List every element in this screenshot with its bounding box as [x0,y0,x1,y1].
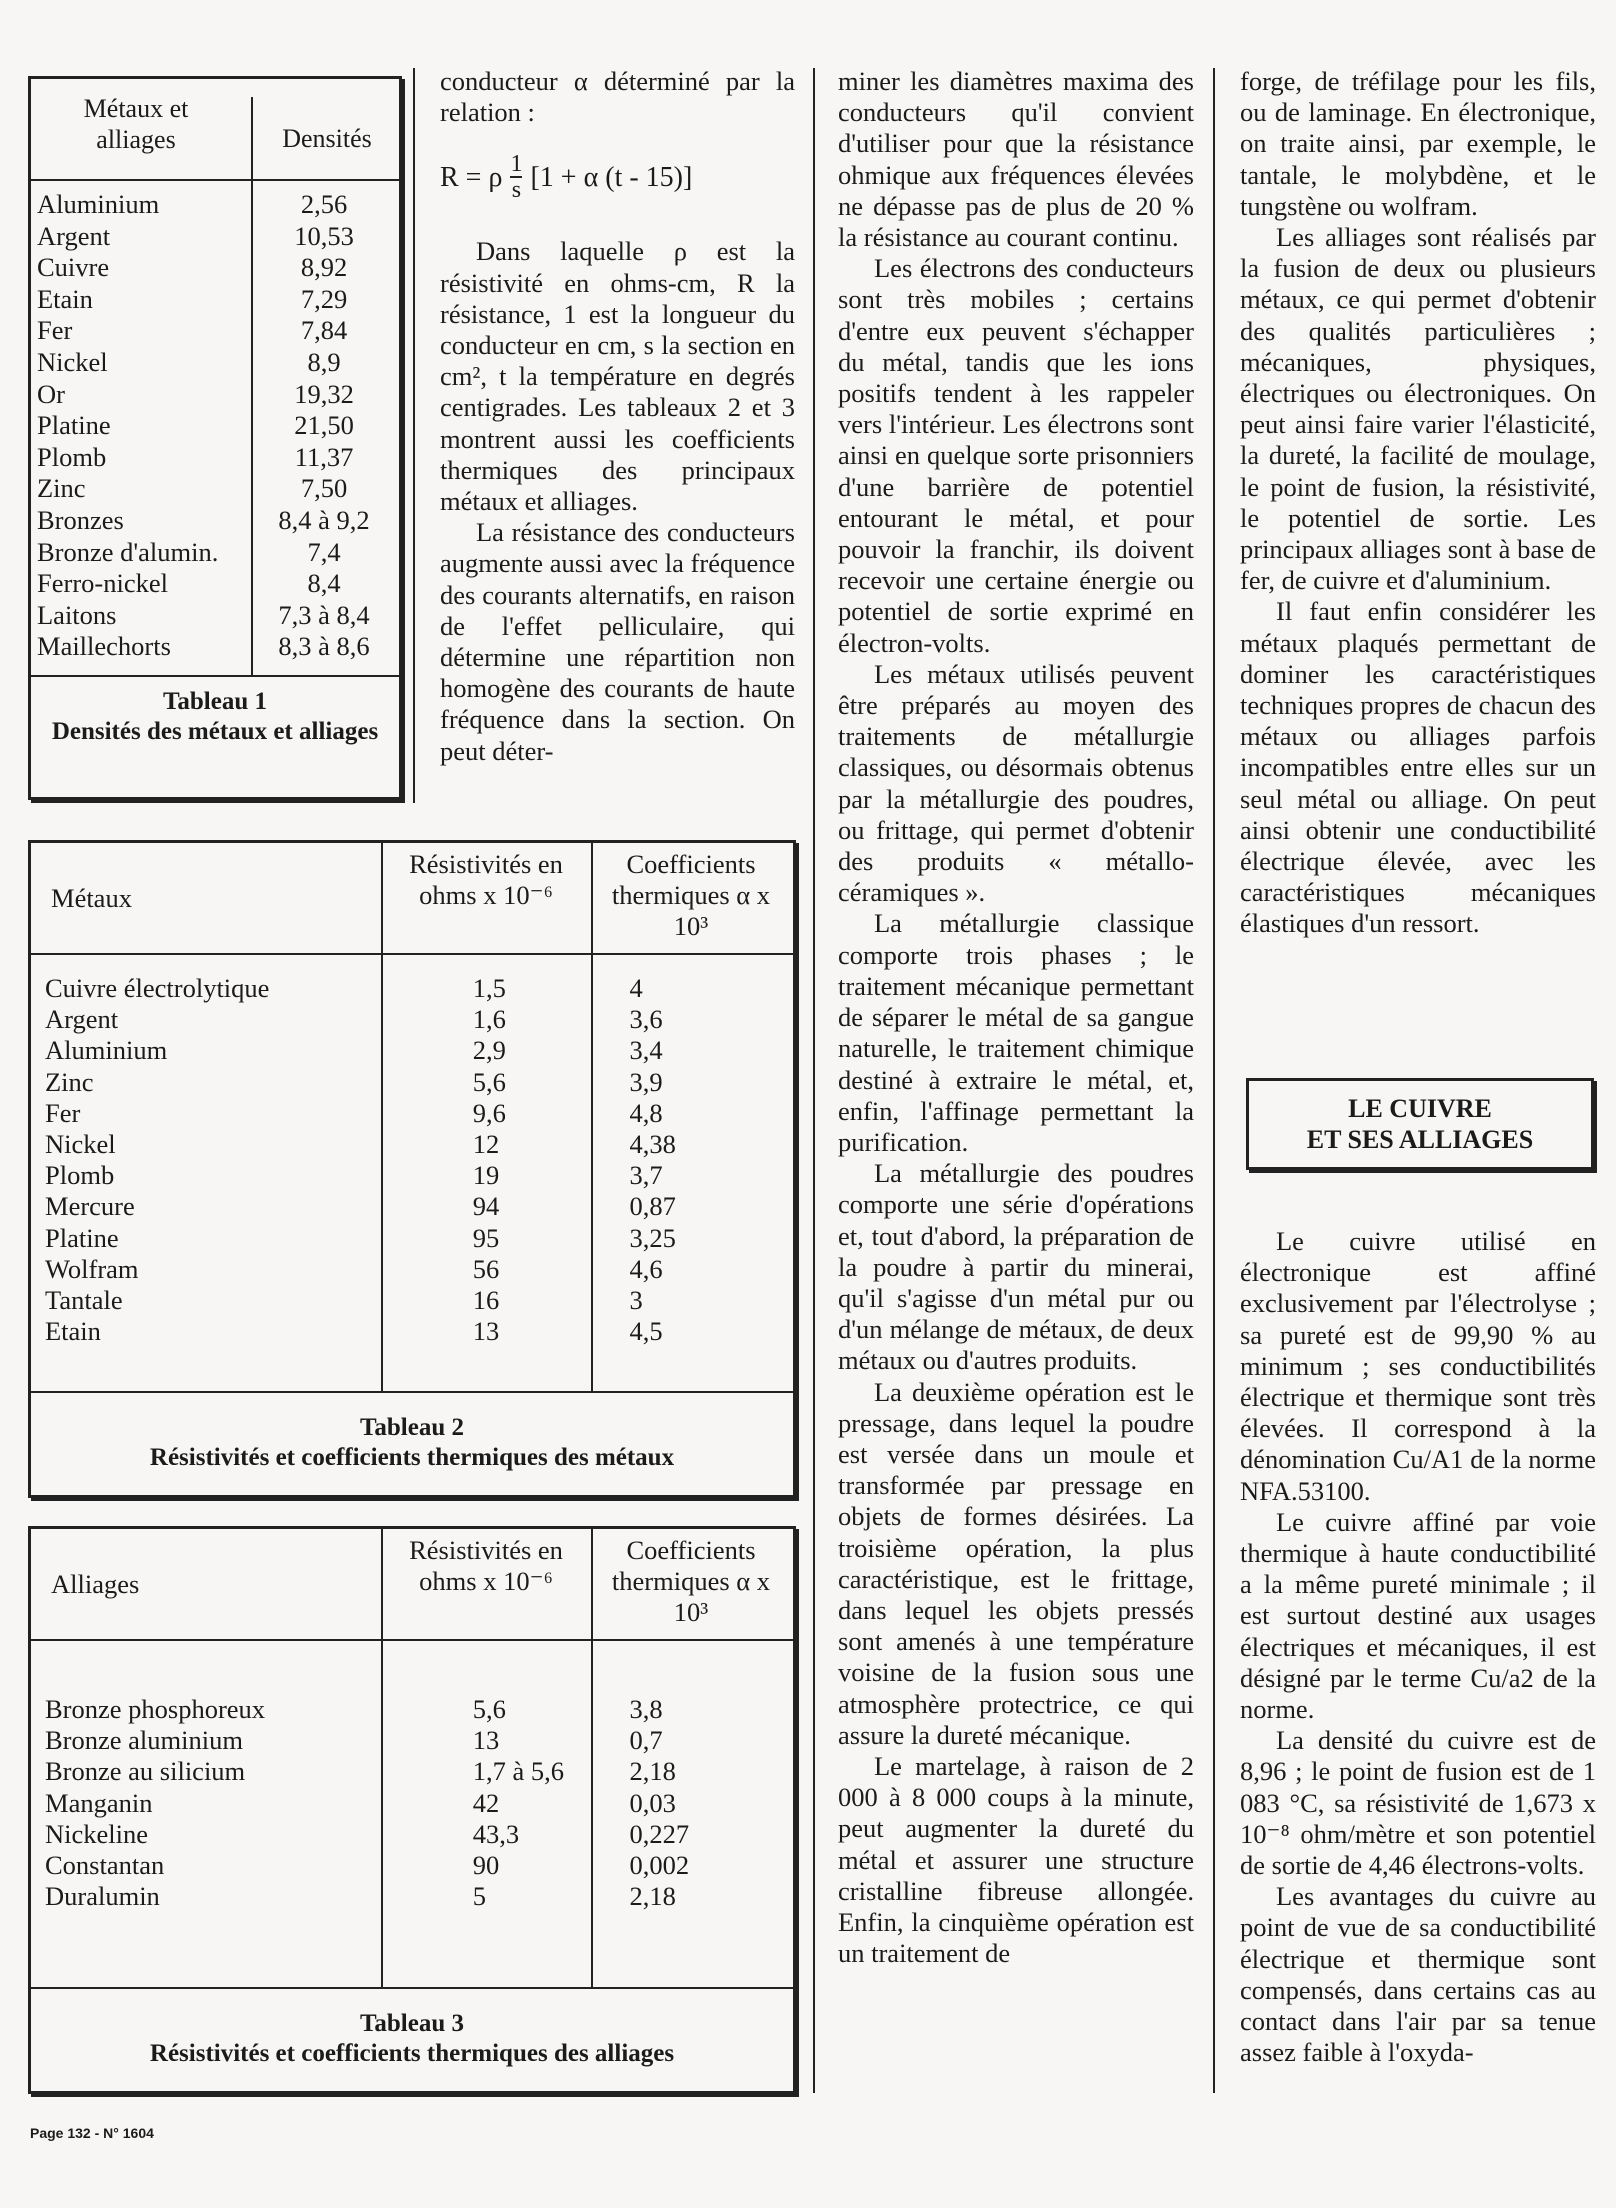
table-row [37,537,397,569]
table-row [37,568,397,600]
metal-name: Laitons [37,599,117,630]
paragraph: Les électrons des conducteurs sont très mobiles ; certains d'entre eux peuvent s'échapper du métal, tandis que les ions positifs tendent à les rappeler vers l'intérieur. Les électrons sont ainsi en quelque sorte prisonniers d'une barrière de potentiel entourant le métal, et pour pouvoir la franchir, ils doivent recevoir une certaine énergie ou potentiel de sortie exprimé en électron-volts. [838,253,1194,658]
metal-name: Or [37,378,65,409]
header-resistivity: Résistivités en ohms x 10⁻⁶ [409,849,563,910]
resistivity-value: 12 [472,1128,500,1159]
metal-name: Ferro-nickel [37,568,168,599]
formula-left: R = ρ [440,161,503,193]
material-name: Argent [45,1004,119,1035]
header-rule [31,953,793,955]
material-name: Tantale [45,1284,123,1315]
table-row [45,1788,785,1819]
resistivity-value: 43,3 [472,1818,520,1849]
material-name: Cuivre électrolytique [45,973,270,1003]
table-row [45,1316,785,1347]
material-name: Plomb [45,1160,115,1191]
coefficient-value: 0,002 [629,1849,690,1880]
column-rule [813,68,815,2093]
table-1 [28,76,402,800]
density-value: 10,53 [294,220,354,251]
t3-caption-text: Résistivités et coefficients thermiques des alliages [149,2040,675,2067]
paragraph: Les métaux utilisés peuvent être préparés au moyen des traitements de métallurgie classiques, ou désormais obtenus par la métallurgie des poudres, ou frittage, qui permet d'obtenir des produits « métallo-céramiques ». [838,658,1194,908]
material-name: Bronze phosphoreux [45,1694,266,1724]
section-heading-line-2: ET SES ALLIAGES [1306,1125,1534,1154]
section-heading [1246,1078,1594,1170]
density-value: 7,3 à 8,4 [278,599,370,630]
metal-name: Zinc [37,473,86,504]
table-row [37,442,397,474]
header-first-column: Métaux [51,883,132,913]
table-row [37,252,397,284]
density-value: 11,37 [294,441,354,472]
material-name: Wolfram [45,1253,139,1284]
table-row [45,1129,785,1160]
resistivity-value: 19 [472,1160,500,1191]
metal-name: Fer [37,315,73,346]
header-coefficient: Coefficients thermiques α x 10³ [611,1535,771,1627]
resistivity-value: 5,6 [472,1066,506,1097]
table-row [45,1067,785,1098]
table-row [37,284,397,316]
coefficient-value: 3,4 [629,1035,663,1066]
table-row [45,1881,785,1912]
table-row [37,315,397,347]
coefficient-value: 4 [629,973,643,1003]
material-name: Manganin [45,1787,153,1818]
table-row [45,1725,785,1756]
material-name: Mercure [45,1191,135,1222]
density-value: 19,32 [294,378,354,409]
coefficient-value: 3,8 [629,1694,663,1724]
paragraph: La métallurgie des poudres comporte une série d'opérations et, tout d'abord, la préparation de la poudre à partir du minerai, qu'il s'agisse d'un métal pur ou d'un mélange de métaux, de deux métaux ou d'autres produits. [838,1158,1194,1376]
coefficient-value: 4,6 [629,1253,663,1284]
resistivity-value: 13 [472,1316,500,1347]
header-resistivity: Résistivités en ohms x 10⁻⁶ [409,1535,563,1596]
caption-rule [31,675,399,677]
resistivity-value: 16 [472,1284,500,1315]
t2-caption-text: Résistivités et coefficients thermiques des métaux [149,1444,675,1471]
resistivity-value: 2,9 [472,1035,506,1066]
caption-rule [31,1987,793,1989]
density-value: 21,50 [294,410,354,441]
metal-name: Plomb [37,441,107,472]
header-coefficient: Coefficients thermiques α x 10³ [611,849,771,941]
section-heading-line-1: LE CUIVRE [1348,1094,1492,1123]
paragraph: Le martelage, à raison de 2 000 à 8 000 coups à la minute, peut augmenter la dureté du métal et assurer une structure cristalline fibreuse allongée. Enfin, la cinquième opération est un traitement de [838,1750,1194,1969]
metal-name: Aluminium [37,189,160,219]
table-row [45,1694,785,1725]
resistivity-value: 1,5 [472,973,506,1003]
t2-caption-title: Tableau 2 [360,1414,464,1441]
table-2 [28,840,796,1498]
paragraph: Le cuivre utilisé en électronique est affiné exclusivement par l'électrolyse ; sa pureté est de 99,90 % au minimum ; ses conductibilités électrique et thermique sont très élevées. Il correspond à la dénomination Cu/A1 de la norme NFA.53100. [1240,1226,1596,1506]
paragraph: Les alliages sont réalisés par la fusion de deux ou plusieurs métaux, ce qui permet d'obtenir des qualités particulières ; mécaniques, physiques, électriques ou électroniques. On peut ainsi faire varier l'élasticité, la dureté, la facilité de moulage, le point de fusion, la résistivité, le potentiel de sortie. Les principaux alliages sont à base de fer, de cuivre et d'aluminium. [1240,222,1596,596]
table-row [45,1035,785,1066]
table-row [37,631,397,663]
resistivity-value: 5,6 [472,1694,506,1724]
coefficient-value: 4,8 [629,1097,663,1128]
density-value: 8,3 à 8,6 [278,631,370,662]
table-row [45,1285,785,1316]
material-name: Bronze au silicium [45,1756,246,1787]
material-name: Zinc [45,1066,94,1097]
paragraph: Les avantages du cuivre au point de vue de sa conductibilité électrique et thermique sont compensés, dans certains cas au contact dans l'air par sa tenue assez faible à l'oxyda- [1240,1881,1596,2068]
material-name: Platine [45,1222,119,1253]
material-name: Nickel [45,1128,116,1159]
material-name: Aluminium [45,1035,168,1066]
table-1-header-density: Densités [282,124,372,153]
resistivity-value: 94 [472,1191,500,1222]
coefficient-value: 3,25 [629,1222,676,1253]
material-name: Duralumin [45,1881,160,1912]
table-row [37,221,397,253]
resistivity-value: 9,6 [472,1097,506,1128]
density-value: 7,29 [300,283,348,314]
table-3 [28,1526,796,2094]
paragraph: La deuxième opération est le pressage, dans lequel la poudre est versée dans un moule et transformée par pressage en objets de formes désirées. La troisième opération, la plus caractéristique, est le frittage, dans lequel les objets pressés sont amenés à une température voisine de la fusion sous une atmosphère protectrice, ce qui assure la dureté mécanique. [838,1376,1194,1750]
metal-name: Etain [37,283,93,314]
paragraph: La métallurgie classique comporte trois phases ; le traitement mécanique permettant de séparer le métal de sa gangue naturelle, le traitement chimique destiné à extraire le métal, et, enfin, l'affinage permettant la purification. [838,908,1194,1157]
density-value: 8,4 à 9,2 [278,504,370,535]
article-column-4 [1240,66,1596,940]
t3-caption-title: Tableau 3 [360,2010,464,2037]
coefficient-value: 0,03 [629,1787,676,1818]
article-column-2 [440,66,795,767]
coefficient-value: 4,5 [629,1316,663,1347]
article-column-3 [838,66,1194,1969]
coefficient-value: 0,87 [629,1191,676,1222]
table-row [45,1004,785,1035]
table-row [37,189,397,221]
formula-numerator: 1 [510,151,523,178]
table-row [37,410,397,442]
metal-name: Nickel [37,346,108,377]
table-row [37,347,397,379]
resistivity-value: 42 [472,1787,500,1818]
density-value: 8,9 [307,346,341,377]
resistivity-value: 90 [472,1849,500,1880]
table-1-caption-title: Tableau 1 [163,688,267,715]
paragraph: Le cuivre affiné par voie thermique à haute conductibilité a la même pureté minimale ; il est surtout destiné aux usages électriques et mécaniques, il est désigné par le terme Cu/a2 de la norme. [1240,1506,1596,1725]
metal-name: Platine [37,410,111,441]
coefficient-value: 3,7 [629,1160,663,1191]
density-value: 7,4 [307,536,341,567]
table-row [45,1756,785,1787]
table-row [45,1191,785,1222]
metal-name: Cuivre [37,252,110,283]
material-name: Fer [45,1097,81,1128]
material-name: Constantan [45,1849,165,1880]
density-value: 2,56 [300,189,348,219]
table-row [37,473,397,505]
coefficient-value: 0,7 [629,1725,663,1756]
resistivity-value: 1,6 [472,1004,506,1035]
paragraph: miner les diamètres maxima des conducteurs qu'il convient d'utiliser pour que la résistance ohmique aux fréquences élevées ne dépasse pas de plus de 20 % la résistance au courant continu. [838,66,1194,253]
resistivity-value: 1,7 à 5,6 [472,1756,565,1787]
column-rule [1213,68,1215,2093]
header-rule [31,179,399,181]
caption-rule [31,1391,793,1393]
table-1-caption-text: Densités des métaux et alliages [51,718,379,745]
table-row [45,1254,785,1285]
material-name: Etain [45,1316,101,1347]
page-footer: Page 132 - N° 1604 [30,2125,154,2141]
coefficient-value: 4,38 [629,1128,676,1159]
metal-name: Bronze d'alumin. [37,536,219,567]
resistivity-value: 5 [472,1881,487,1912]
table-row [37,600,397,632]
coefficient-value: 2,18 [629,1881,676,1912]
paragraph: Il faut enfin considérer les métaux plaqués permettant de dominer les caractéristiques techniques propres de chacun des métaux ou alliages parfois incompatibles entre elles sur un seul métal ou alliage. On peut ainsi obtenir une conductibilité électrique élevée, avec les caractéristiques mécaniques élastiques d'un ressort. [1240,596,1596,939]
paragraph: La résistance des conducteurs augmente aussi avec la fréquence des courants alternatifs, en raison de l'effet pelliculaire, qui détermine une répartition non homogène des courants de haute fréquence dans la section. On peut déter- [440,517,795,766]
table-row [45,1098,785,1129]
resistivity-value: 95 [472,1222,500,1253]
paragraph: forge, de tréfilage pour les fils, ou de laminage. En électronique, on traite ainsi, par exemple, le tantale, le molybdène, et le tungstène ou wolfram. [1240,66,1596,221]
material-name: Bronze aluminium [45,1725,243,1756]
coefficient-value: 2,18 [629,1756,676,1787]
table-row [45,1223,785,1254]
header-first-column: Alliages [51,1569,140,1599]
column-rule [413,68,415,803]
table-row [45,1819,785,1850]
table-1-header-metals: Métaux et alliages [83,94,189,155]
table-row [45,1160,785,1191]
table-row [45,1850,785,1881]
density-value: 8,92 [300,252,348,283]
formula-right: [1 + α (t - 15)] [530,161,693,193]
density-value: 7,84 [300,315,348,346]
paragraph: Dans laquelle ρ est la résistivité en ohms-cm, R la résistance, 1 est la longueur du conducteur en cm, s la section en cm², t la température en degrés centigrades. Les tableaux 2 et 3 montrent aussi les coefficients thermiques des principaux métaux et alliages. [440,236,795,517]
resistance-formula [440,152,795,202]
metal-name: Maillechorts [37,631,171,662]
coefficient-value: 3 [629,1284,643,1315]
density-value: 8,4 [307,568,341,599]
resistivity-value: 56 [472,1253,500,1284]
table-row [37,505,397,537]
paragraph: conducteur α déterminé par la relation : [440,66,795,128]
metal-name: Argent [37,220,111,251]
formula-denominator: s [511,177,522,204]
material-name: Nickeline [45,1818,149,1849]
coefficient-value: 3,6 [629,1004,663,1035]
coefficient-value: 0,227 [629,1818,690,1849]
metal-name: Bronzes [37,504,124,535]
header-rule [31,1639,793,1641]
coefficient-value: 3,9 [629,1066,663,1097]
article-column-4-bottom [1240,1226,1596,2068]
paragraph: La densité du cuivre est de 8,96 ; le point de fusion est de 1 083 °C, sa résistivité de 1,673 x 10⁻⁸ ohm/mètre et son potentiel de sortie de 4,46 électrons-volts. [1240,1725,1596,1881]
density-value: 7,50 [300,473,348,504]
resistivity-value: 13 [472,1725,500,1756]
table-row [45,973,785,1004]
table-row [37,379,397,411]
